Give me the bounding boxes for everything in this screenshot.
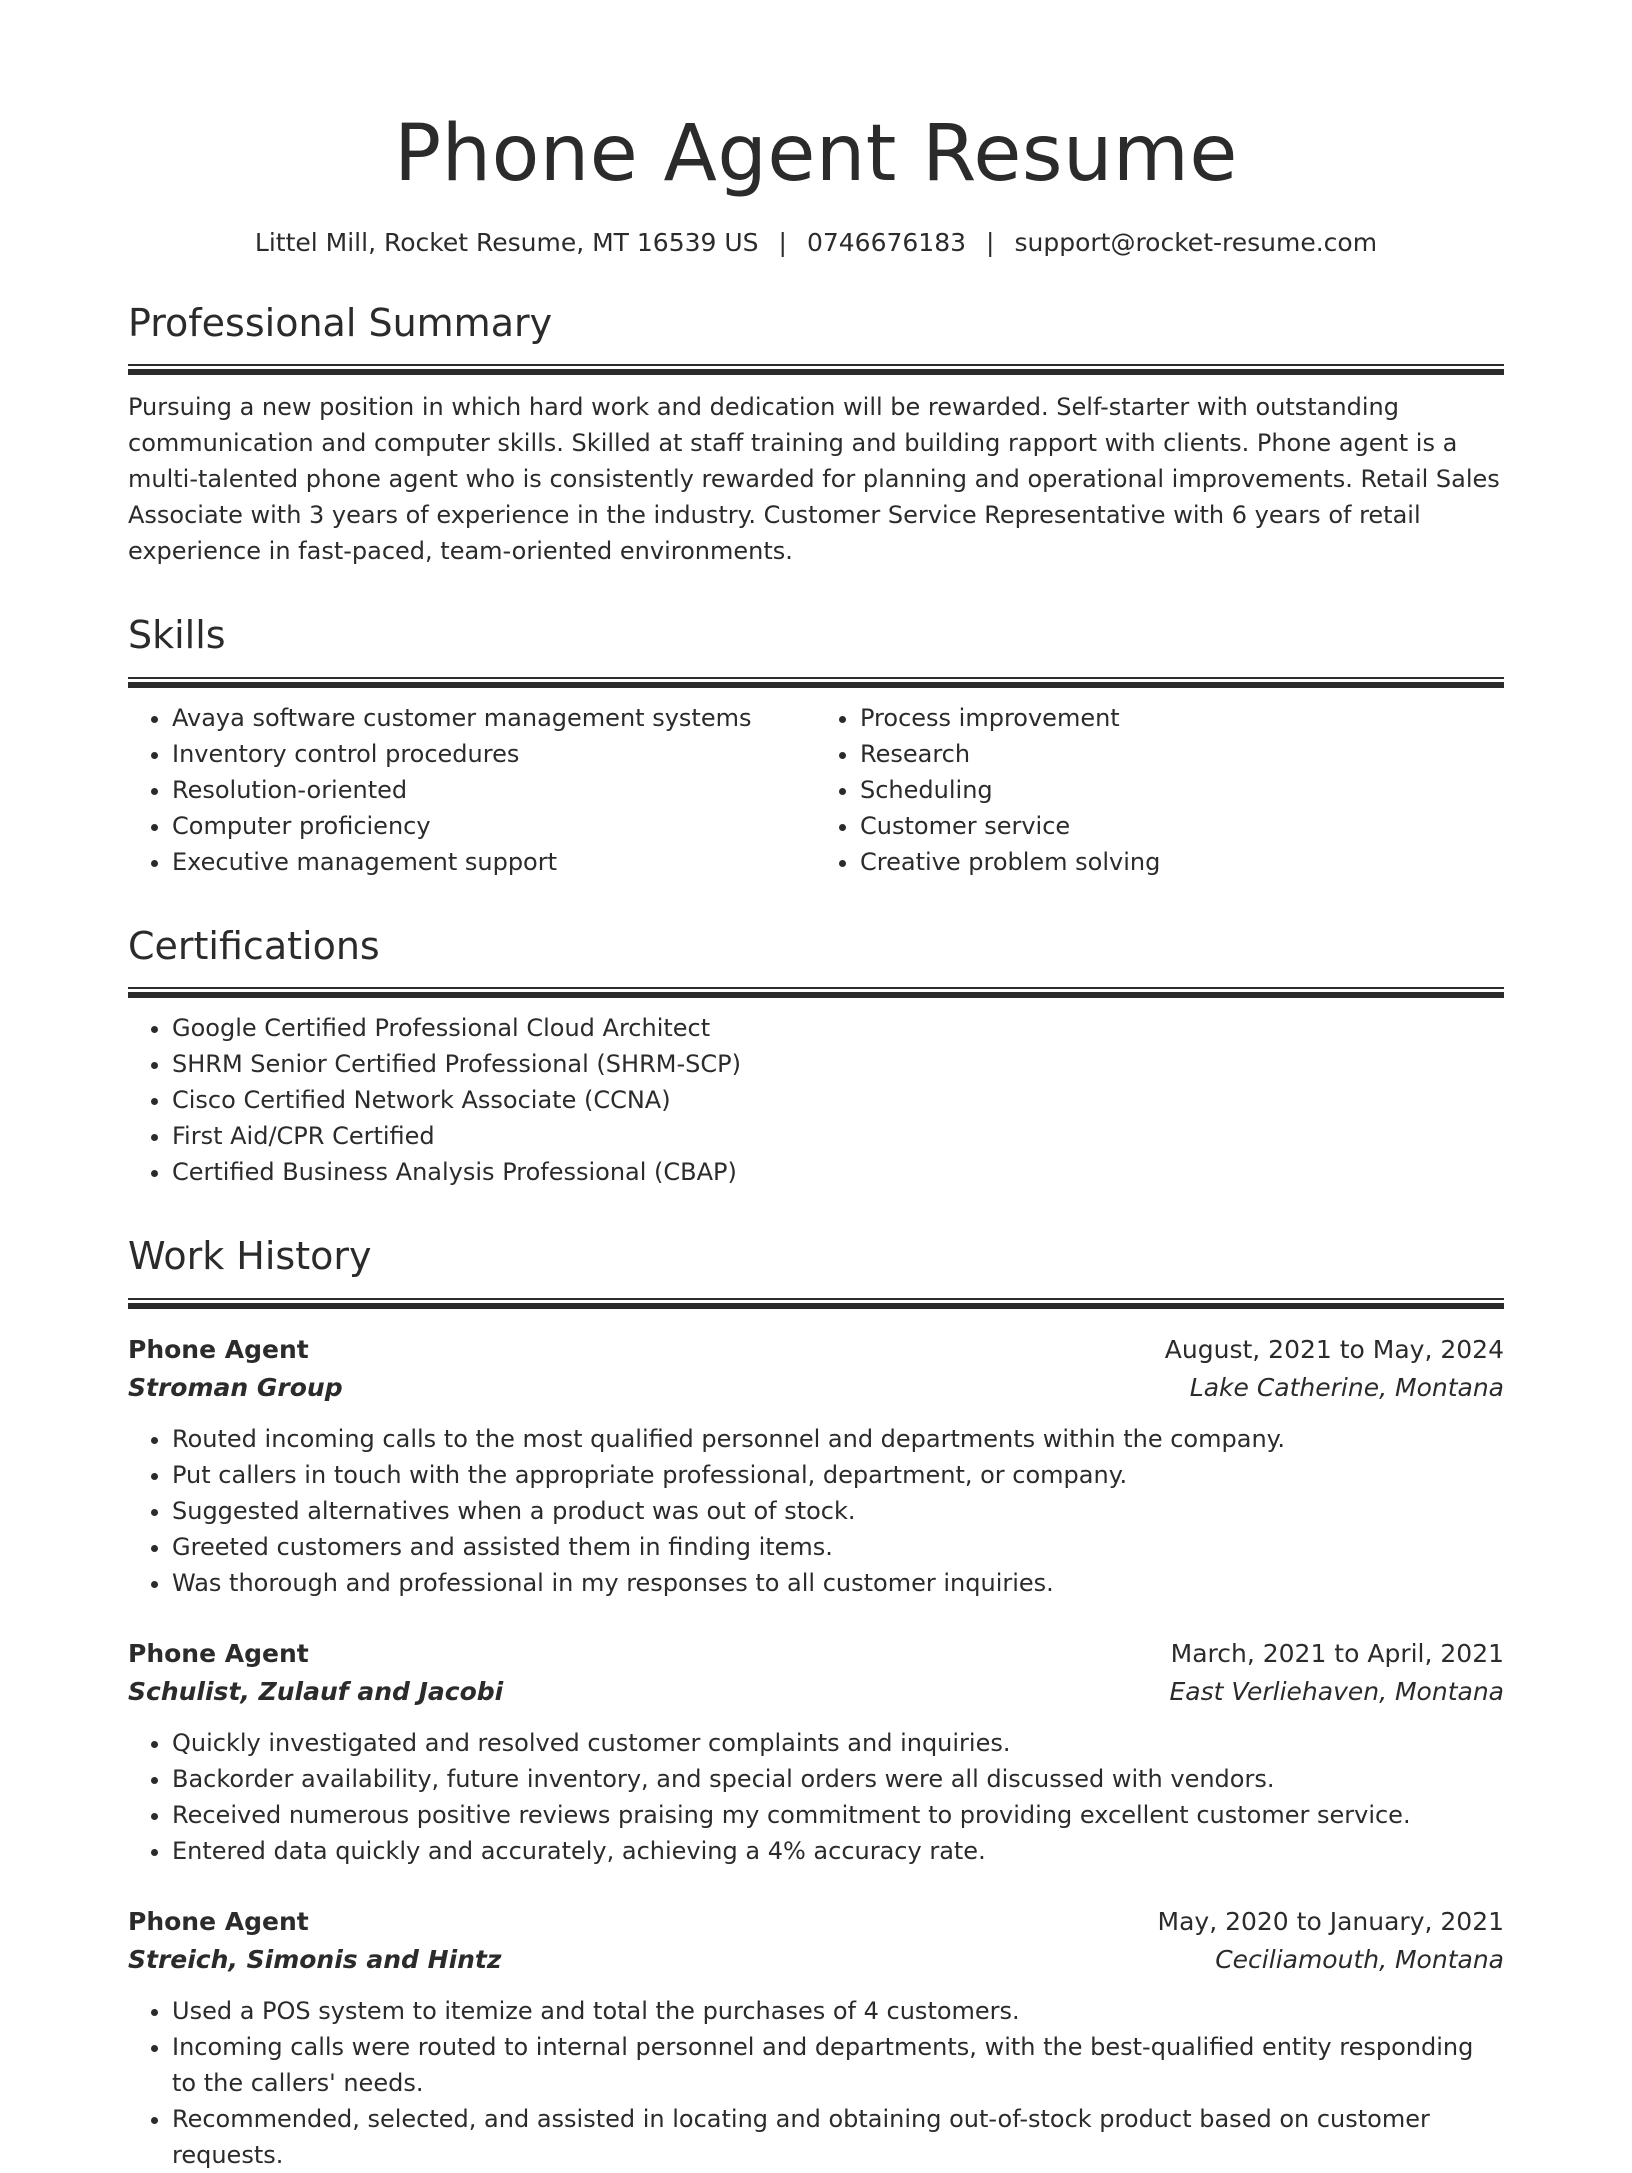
skill-item: • Computer proficiency — [172, 808, 816, 844]
job-title: Phone Agent — [128, 1639, 309, 1669]
job-duty: • Used a POS system to itemize and total the purchases of 4 customers. — [172, 1993, 1504, 2029]
work-history-section — [128, 1234, 1504, 2173]
job-duty: • Routed incoming calls to the most qualified personnel and departments within the company. — [172, 1421, 1504, 1457]
summary-heading: Professional Summary — [128, 300, 553, 345]
job-duty: • Entered data quickly and accurately, achieving a 4% accuracy rate. — [172, 1833, 1504, 1869]
job-header-row — [128, 1635, 1504, 1673]
contact-separator: | — [986, 227, 995, 257]
skills-right-list — [816, 700, 1504, 880]
job-subheader-row — [128, 1941, 1504, 1979]
certification-item: • First Aid/CPR Certified — [172, 1118, 1504, 1154]
contact-line — [128, 228, 1504, 257]
job-duties-list — [128, 1421, 1504, 1601]
section-divider — [128, 677, 1504, 688]
skill-item: • Inventory control procedures — [172, 736, 816, 772]
work-history-heading: Work History — [128, 1234, 372, 1279]
certification-item: • Google Certified Professional Cloud Architect — [172, 1010, 1504, 1046]
section-divider — [128, 364, 1504, 375]
summary-text: Pursuing a new position in which hard work and dedication will be rewarded. Self-starter with outstanding communication and computer skills. Skilled at staff training and building rapport with clients. Phone agent is a multi-talented phone agent who is consistently rewarded for planning and operational improvements. Retail Sales Associate with 3 years of experience in the industry. Customer Service Representative with 6 years of retail experience in fast-paced, team-oriented environments. — [128, 393, 1500, 566]
skills-section — [128, 613, 1504, 880]
skills-left-list — [128, 700, 816, 880]
certification-item: • Certified Business Analysis Professional (CBAP) — [172, 1154, 1504, 1190]
job-company: Streich, Simonis and Hintz — [128, 1945, 502, 1975]
job-duty: • Backorder availability, future inventory, and special orders were all discussed with vendors. — [172, 1761, 1504, 1797]
section-divider — [128, 987, 1504, 998]
job-dates: May, 2020 to January, 2021 — [1157, 1907, 1504, 1937]
job-dates: March, 2021 to April, 2021 — [1170, 1639, 1504, 1669]
summary-section — [128, 301, 1504, 570]
job-subheader-row — [128, 1369, 1504, 1407]
job-duty: • Was thorough and professional in my responses to all customer inquiries. — [172, 1565, 1504, 1601]
contact-separator: | — [778, 227, 787, 257]
skill-item: • Executive management support — [172, 844, 816, 880]
resume-title: Phone Agent Resume — [394, 109, 1238, 199]
skill-item: • Scheduling — [860, 772, 1504, 808]
job-title: Phone Agent — [128, 1335, 309, 1365]
section-divider — [128, 1298, 1504, 1309]
job-duties-list — [128, 1725, 1504, 1869]
job-location: East Verliehaven, Montana — [1169, 1677, 1504, 1707]
job-entry — [128, 1903, 1504, 2173]
contact-address: Littel Mill, Rocket Resume, MT 16539 US — [254, 227, 759, 257]
job-duty: • Put callers in touch with the appropriate professional, department, or company. — [172, 1457, 1504, 1493]
certifications-heading: Certifications — [128, 923, 380, 968]
job-location: Ceciliamouth, Montana — [1215, 1945, 1504, 1975]
contact-email: support@rocket-resume.com — [1014, 227, 1378, 257]
certifications-list — [128, 1010, 1504, 1190]
skill-item: • Avaya software customer management systems — [172, 700, 816, 736]
certification-item: • Cisco Certified Network Associate (CCNA) — [172, 1082, 1504, 1118]
job-header-row — [128, 1331, 1504, 1369]
job-company: Stroman Group — [128, 1373, 343, 1403]
skill-item: • Resolution-oriented — [172, 772, 816, 808]
job-header-row — [128, 1903, 1504, 1941]
job-duty: • Incoming calls were routed to internal personnel and departments, with the best-qualified entity responding to the callers' needs. — [172, 2029, 1504, 2101]
job-duty: • Recommended, selected, and assisted in locating and obtaining out-of-stock product based on customer requests. — [172, 2101, 1504, 2173]
job-location: Lake Catherine, Montana — [1189, 1373, 1504, 1403]
skill-item: • Customer service — [860, 808, 1504, 844]
certifications-section — [128, 924, 1504, 1191]
job-entry — [128, 1635, 1504, 1869]
skill-item: • Process improvement — [860, 700, 1504, 736]
certification-item: • SHRM Senior Certified Professional (SHRM-SCP) — [172, 1046, 1504, 1082]
contact-phone: 0746676183 — [806, 227, 967, 257]
job-company: Schulist, Zulauf and Jacobi — [128, 1677, 504, 1707]
job-duty: • Quickly investigated and resolved customer complaints and inquiries. — [172, 1725, 1504, 1761]
job-title: Phone Agent — [128, 1907, 309, 1937]
job-duty: • Suggested alternatives when a product was out of stock. — [172, 1493, 1504, 1529]
job-subheader-row — [128, 1673, 1504, 1711]
skills-heading: Skills — [128, 613, 226, 658]
job-dates: August, 2021 to May, 2024 — [1164, 1335, 1504, 1365]
skills-grid — [128, 688, 1504, 880]
job-duties-list — [128, 1993, 1504, 2173]
skill-item: • Creative problem solving — [860, 844, 1504, 880]
job-duty: • Received numerous positive reviews praising my commitment to providing excellent customer service. — [172, 1797, 1504, 1833]
skill-item: • Research — [860, 736, 1504, 772]
job-entry — [128, 1331, 1504, 1601]
job-duty: • Greeted customers and assisted them in finding items. — [172, 1529, 1504, 1565]
